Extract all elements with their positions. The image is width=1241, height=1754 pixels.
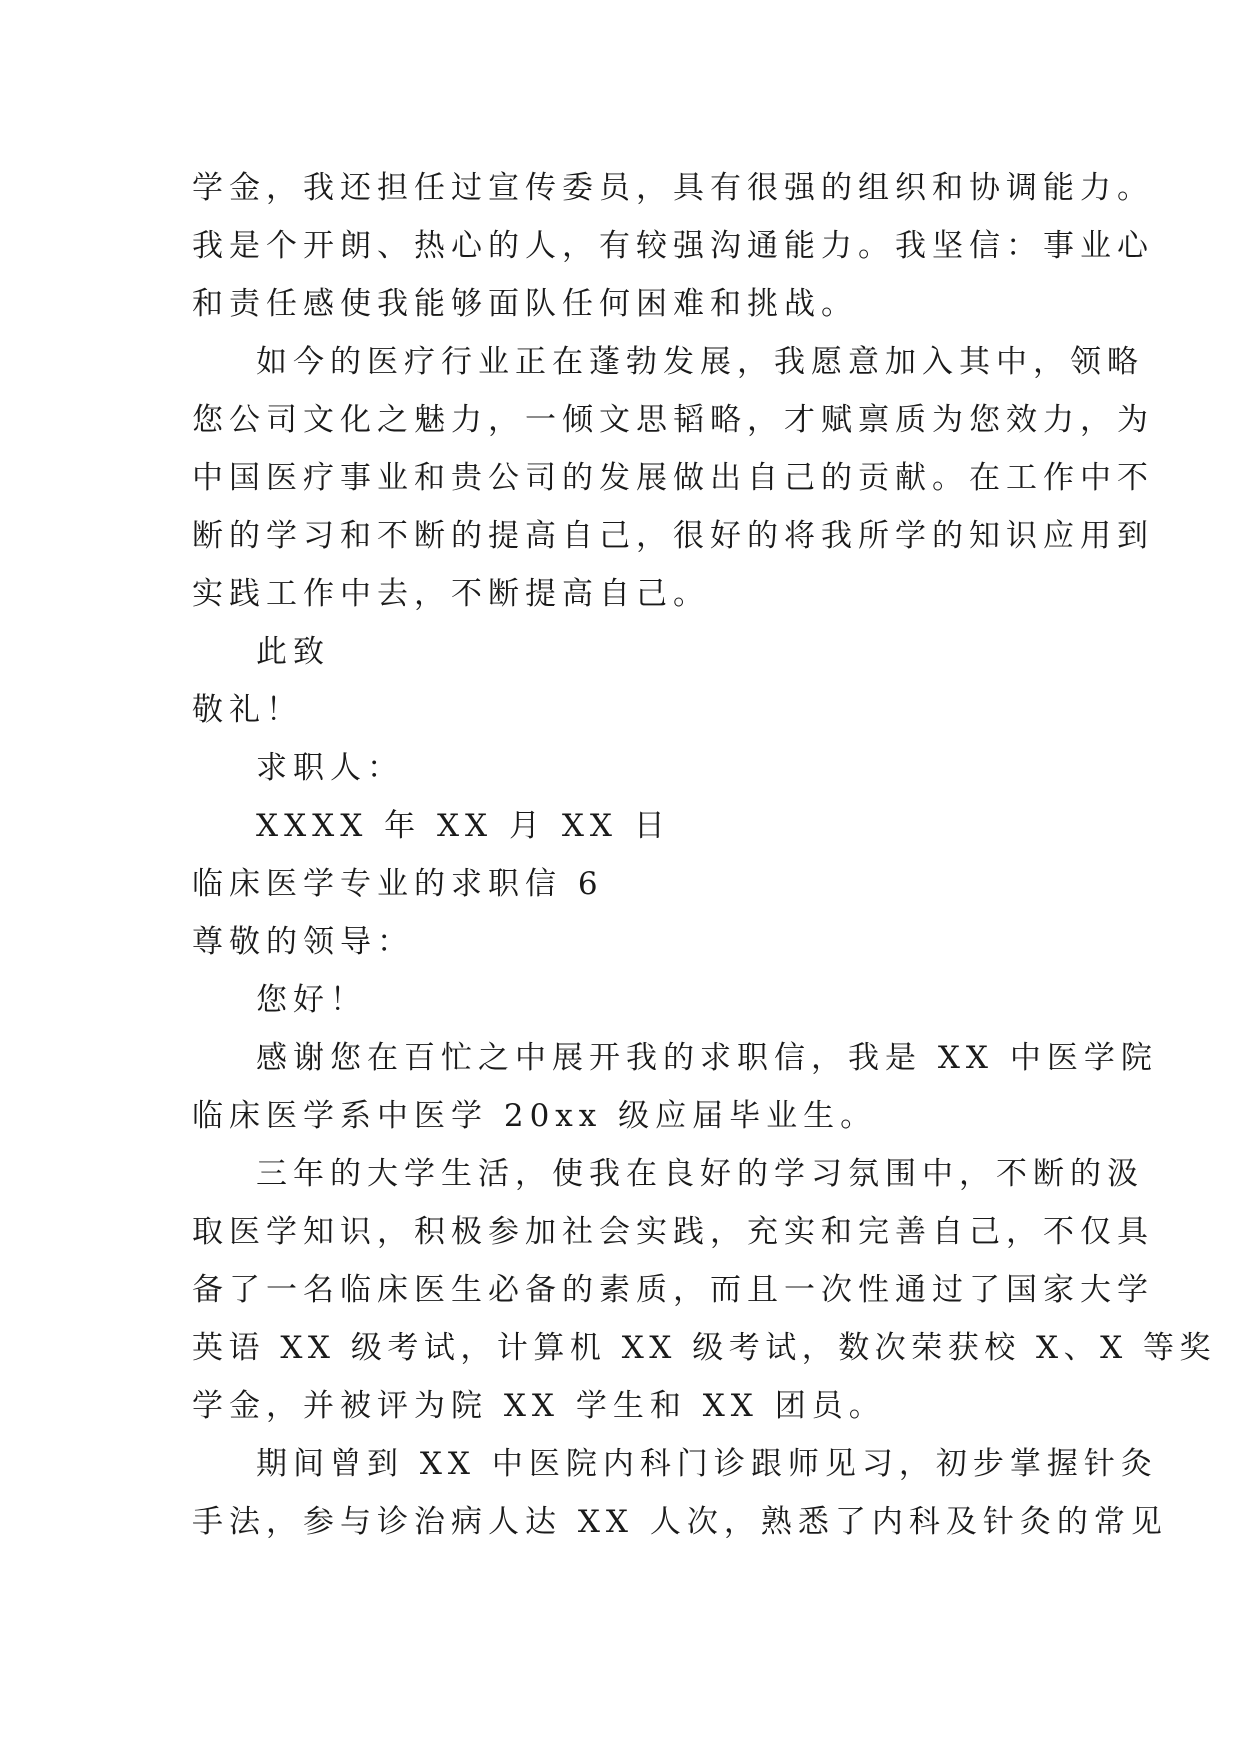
text-line: 感谢您在百忙之中展开我的求职信，我是 XX 中医学院 <box>256 1040 1158 1076</box>
text-line: 英语 XX 级考试，计算机 XX 级考试，数次荣获校 X、X 等奖 <box>192 1330 1217 1366</box>
text-line: 我是个开朗、热心的人，有较强沟通能力。我坚信：事业心 <box>192 228 1154 264</box>
text-line: 实践工作中去，不断提高自己。 <box>192 576 710 612</box>
text-line: 您公司文化之魅力，一倾文思韬略，才赋禀质为您效力，为 <box>192 402 1154 438</box>
text-line: 备了一名临床医生必备的素质，而且一次性通过了国家大学 <box>192 1272 1154 1308</box>
text-line: 三年的大学生活，使我在良好的学习氛围中，不断的汲 <box>256 1156 1144 1192</box>
signature-label: 求职人： <box>256 750 404 786</box>
text-line: 如今的医疗行业正在蓬勃发展，我愿意加入其中，领略 <box>256 344 1144 380</box>
text-line: 临床医学系中医学 20xx 级应届毕业生。 <box>192 1098 878 1134</box>
text-line: 学金，我还担任过宣传委员，具有很强的组织和协调能力。 <box>192 170 1154 206</box>
text-line: 取医学知识，积极参加社会实践，充实和完善自己，不仅具 <box>192 1214 1154 1250</box>
greeting: 尊敬的领导： <box>192 924 414 960</box>
closing-regards: 敬礼！ <box>192 692 303 728</box>
text-line: 学金，并被评为院 XX 学生和 XX 团员。 <box>192 1388 886 1424</box>
text-line: 中国医疗事业和贵公司的发展做出自己的贡献。在工作中不 <box>192 460 1154 496</box>
greeting-hello: 您好！ <box>256 982 367 1018</box>
text-line: 和责任感使我能够面队任何困难和挑战。 <box>192 286 858 322</box>
closing-salutation: 此致 <box>256 634 330 670</box>
section-heading: 临床医学专业的求职信 6 <box>192 866 604 902</box>
date-line: XXXX 年 XX 月 XX 日 <box>256 808 671 844</box>
text-line: 断的学习和不断的提高自己，很好的将我所学的知识应用到 <box>192 518 1154 554</box>
text-line: 期间曾到 XX 中医院内科门诊跟师见习，初步掌握针灸 <box>256 1446 1158 1482</box>
text-line: 手法，参与诊治病人达 XX 人次，熟悉了内科及针灸的常见 <box>192 1504 1168 1540</box>
